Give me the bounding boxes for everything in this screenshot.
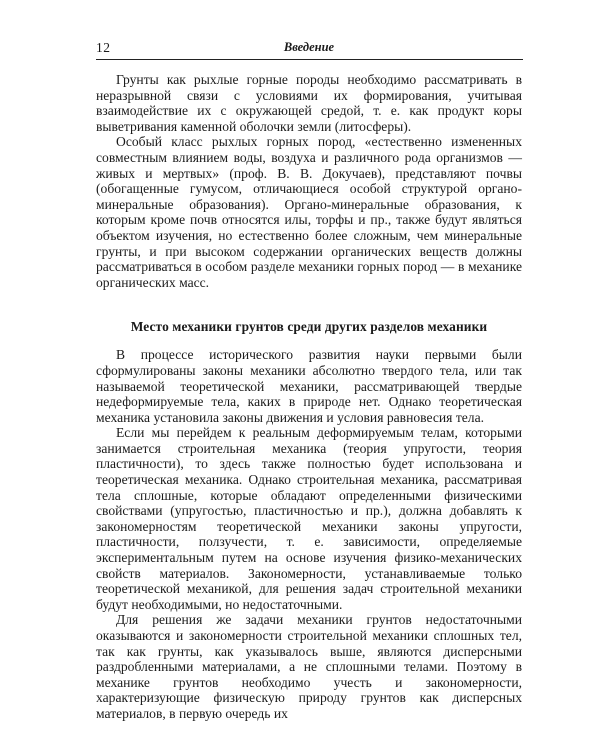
paragraph-intro-1: Грунты как рыхлые горные породы необходимо рассматривать в неразрывной связи с условиями их формирования, учитывая взаимодействие их с окружающей средой, т. е. как продукт коры выветривания каменной оболочки земли (литосферы). — [96, 72, 522, 134]
page-body — [96, 72, 522, 722]
paragraph-body-1: В процессе исторического развития науки первыми были сформулированы законы механики абсолютно твердого тела, или так называемой теоретической механики, рассматривающей твердые недеформируемые тела, каких в природе нет. Однако теоретическая механика установила законы движения и условия равновесия тела. — [96, 347, 522, 425]
subheading: Место механики грунтов среди других разделов механики — [130, 319, 488, 335]
header-rule — [96, 59, 523, 60]
paragraph-body-2: Если мы перейдем к реальным деформируемым телам, которыми занимается строительная механика (теория упругости, теория пластичности), то здесь также полностью будет использована и теоретическая механика. Однако строительная механика, рассматривая тела сплошные, которые обладают определенными физическими свойствами (упругостью, пластичностью и пр.), должна добавлять к закономерностям теоретической механики законы упругости, пластичности, ползучести, т. е. зависимости, определяемые экспериментальным путем на основе изучения физико-механических свойств материалов. Закономерности, устанавливаемые только теоретической механикой, для решения задач строительной механики будут необходимыми, но недостаточными. — [96, 425, 522, 612]
paragraph-body-3: Для решения же задачи механики грунтов недостаточными оказываются и закономерности строительной механики сплошных тел, так как грунты, как указывалось выше, являются дисперсными раздробленными материалами, а не сплошными телами. Поэтому в механике грунтов необходимо учесть и закономерности, характеризующие физическую природу грунтов как дисперсных материалов, в первую очередь их — [96, 612, 522, 721]
page-number: 12 — [96, 40, 111, 55]
section-title: Введение — [283, 40, 335, 54]
running-head — [96, 40, 522, 60]
paragraph-intro-2: Особый класс рыхлых горных пород, «естественно измененных совместным влиянием воды, воздуха и различного рода организмов — живых и мертвых» (проф. В. В. Докучаев), представляют почвы (обогащенные гумусом, отличающиеся особой структурой органо-минеральные образования). Органо-минеральные образования, к которым кроме почв относятся илы, торфы и пр., также будут являться объектом изучения, но естественно более сложным, чем минеральные грунты, и при высоком содержании органических веществ должны рассматриваться в особом разделе механики горных пород — в механике органических масс. — [96, 134, 522, 290]
